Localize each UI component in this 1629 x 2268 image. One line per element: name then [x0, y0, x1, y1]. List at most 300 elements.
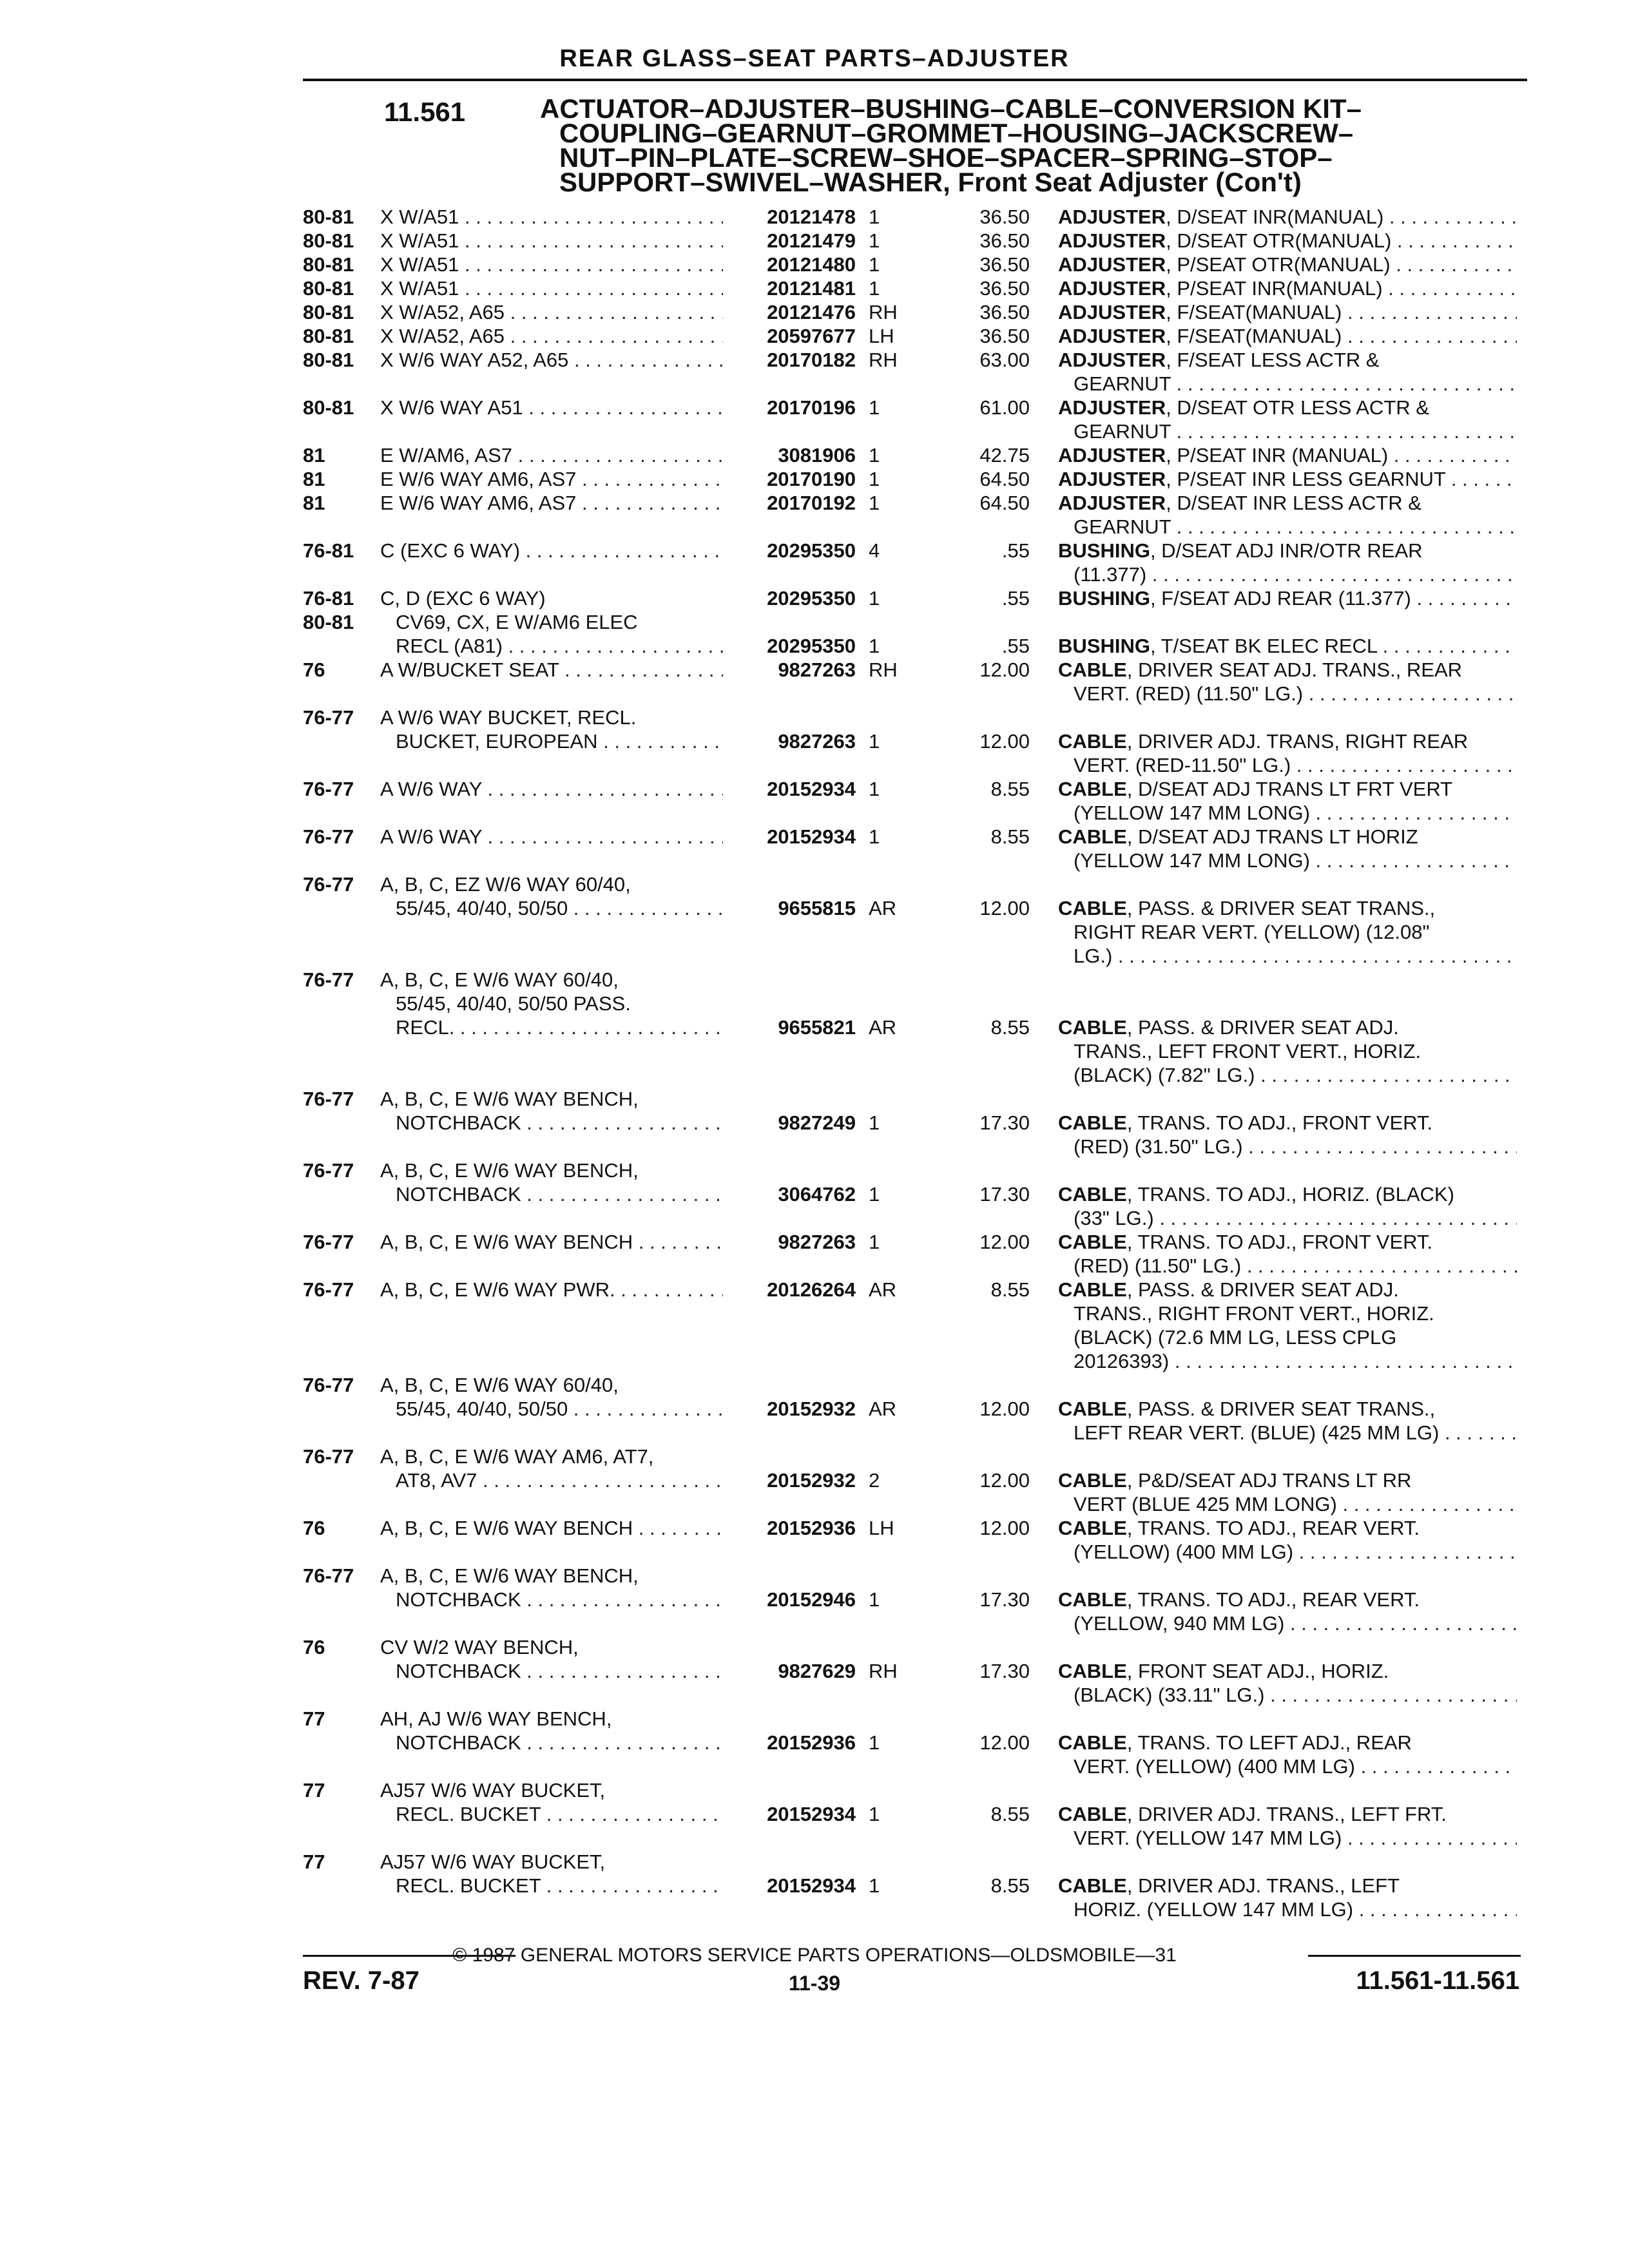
row-part-name-line: (BLACK) (33.11" LG.) . . . [1058, 1683, 1517, 1707]
row-year: 76 [303, 658, 325, 681]
row-part-name-line: TRANS., LEFT FRONT VERT., HORIZ. [1074, 1040, 1422, 1062]
row-part-number: 20152934 [767, 1803, 856, 1825]
row-part-detail: , DRIVER ADJ. TRANS, RIGHT REAR [1126, 730, 1469, 753]
row-part-name [1058, 467, 1517, 491]
row-description-line: X W/A52, A65 . . . [380, 324, 723, 348]
row-part-name [1058, 491, 1517, 539]
row-part-keyword: ADJUSTER [1058, 325, 1166, 347]
row-part-name [1058, 729, 1517, 777]
row-description [380, 1445, 723, 1492]
row-part-detail: , F/SEAT LESS ACTR & [1166, 349, 1380, 371]
section-title [540, 93, 1545, 197]
row-year: 80-81 [303, 325, 354, 347]
row-year: 76 [303, 1636, 325, 1658]
row-part-number: 3064762 [778, 1183, 856, 1206]
row-part-name-line: (YELLOW) (400 MM LG) . . . [1058, 1540, 1517, 1564]
row-part-name-line: VERT. (YELLOW) (400 MM LG) . . . [1058, 1754, 1517, 1778]
row-part-name-line: VERT. (RED) (11.50" LG.) . . . [1058, 682, 1517, 706]
row-description-line: RECL. BUCKET . . . [380, 1802, 723, 1826]
row-part-detail: , PASS. & DRIVER SEAT TRANS., [1126, 897, 1436, 919]
row-description-line: NOTCHBACK . . . [380, 1659, 723, 1683]
row-description-line: E W/AM6, AS7 . . . [380, 443, 723, 467]
row-part-number: 20152936 [767, 1517, 856, 1539]
row-part-name [1058, 1230, 1517, 1278]
row-part-detail: , FRONT SEAT ADJ., HORIZ. [1126, 1660, 1389, 1682]
section-title-line: SUPPORT–SWIVEL–WASHER, Front Seat Adjuster (Con't) [559, 167, 1302, 197]
row-quantity: 4 [869, 539, 880, 562]
row-part-name [1058, 1802, 1517, 1850]
row-price: 64.50 [979, 468, 1030, 490]
row-description-line: RECL. BUCKET . . . [380, 1874, 723, 1898]
row-part-number: 9827263 [778, 1231, 856, 1253]
row-part-keyword: CABLE [1058, 1731, 1127, 1754]
row-description-line: A, B, C, E W/6 WAY BENCH . . . [380, 1230, 723, 1254]
row-part-detail: , D/SEAT OTR LESS ACTR & [1166, 396, 1429, 419]
row-price: 12.00 [979, 730, 1030, 753]
row-description-line: C, D (EXC 6 WAY) [380, 587, 546, 610]
row-part-name-line: (RED) (31.50" LG.) . . . [1058, 1135, 1517, 1158]
row-quantity: LH [869, 325, 894, 347]
row-part-number: 9827629 [778, 1660, 856, 1682]
row-part-detail: , D/SEAT INR LESS ACTR & [1166, 492, 1422, 514]
row-price: .55 [1001, 587, 1030, 610]
row-price: 36.50 [979, 325, 1030, 347]
row-part-keyword: ADJUSTER [1058, 444, 1166, 466]
row-part-keyword: CABLE [1058, 1183, 1127, 1206]
row-year: 76-77 [303, 825, 354, 848]
row-part-name-line [1058, 253, 1517, 276]
row-part-name-line: TRANS., RIGHT FRONT VERT., HORIZ. [1074, 1302, 1434, 1325]
row-part-name-line [1058, 1015, 1517, 1039]
row-quantity: RH [869, 349, 898, 371]
row-part-number: 9827249 [778, 1111, 856, 1134]
section-title-line: ACTUATOR–ADJUSTER–BUSHING–CABLE–CONVERSION KIT– [540, 93, 1362, 124]
row-part-keyword: CABLE [1058, 1231, 1127, 1253]
row-part-name [1058, 777, 1517, 825]
row-description-line: AJ57 W/6 WAY BUCKET, [380, 1850, 606, 1873]
row-description [380, 825, 723, 849]
row-price: 12.00 [979, 1731, 1030, 1754]
row-part-number: 9827263 [778, 730, 856, 753]
row-description-line: A, B, C, E W/6 WAY PWR. . . . [380, 1278, 723, 1302]
row-part-detail: , D/SEAT ADJ TRANS LT FRT VERT [1126, 778, 1453, 800]
row-price: 8.55 [990, 1278, 1030, 1301]
row-part-name-line [1058, 491, 1517, 515]
row-part-keyword: CABLE [1058, 1111, 1127, 1134]
row-description-line: A, B, C, E W/6 WAY BENCH . . . [380, 1516, 723, 1540]
row-part-detail: , PASS. & DRIVER SEAT ADJ. [1126, 1016, 1399, 1039]
row-part-keyword: CABLE [1058, 1469, 1127, 1492]
row-part-number: 20126264 [767, 1278, 856, 1301]
row-description [380, 1230, 723, 1254]
row-part-name [1058, 825, 1517, 872]
row-part-number: 20597677 [767, 325, 856, 347]
row-year: 77 [303, 1779, 325, 1802]
row-description-line: A W/6 WAY BUCKET, RECL. [380, 706, 637, 729]
row-part-name-line: RIGHT REAR VERT. (YELLOW) (12.08" [1074, 921, 1430, 943]
row-description [380, 324, 723, 348]
row-description [380, 1087, 723, 1135]
row-description-line: A, B, C, E W/6 WAY 60/40, [380, 968, 619, 991]
row-description-line: E W/6 WAY AM6, AS7 . . . [380, 491, 723, 515]
row-part-name-line: GEARNUT . . . [1058, 419, 1517, 443]
row-part-detail: , P/SEAT OTR(MANUAL) [1166, 253, 1391, 276]
row-part-number: 20170190 [767, 468, 856, 490]
row-part-keyword: CABLE [1058, 1803, 1127, 1825]
row-description [380, 491, 723, 515]
row-part-number: 9827263 [778, 658, 856, 681]
row-description [380, 396, 723, 419]
row-part-number: 20152934 [767, 778, 856, 800]
row-quantity: 1 [869, 1111, 880, 1134]
row-part-number: 20170196 [767, 396, 856, 419]
row-year: 80-81 [303, 301, 354, 323]
row-part-name-line [1058, 729, 1517, 753]
footer-copyright: © 1987 GENERAL MOTORS SERVICE PARTS OPERATIONS—OLDSMOBILE—31 [452, 1945, 1177, 1966]
row-price: 36.50 [979, 229, 1030, 252]
row-description [380, 968, 723, 1039]
row-price: 12.00 [979, 897, 1030, 919]
row-price: 8.55 [990, 1803, 1030, 1825]
row-part-name-line [1058, 1278, 1517, 1302]
row-part-keyword: CABLE [1058, 1660, 1127, 1682]
row-description [380, 443, 723, 467]
row-quantity: 1 [869, 229, 880, 252]
row-part-detail: , D/SEAT OTR(MANUAL) [1166, 229, 1392, 252]
row-price: 64.50 [979, 492, 1030, 514]
row-part-keyword: CABLE [1058, 658, 1127, 681]
row-part-name [1058, 1588, 1517, 1635]
row-description [380, 777, 723, 801]
row-price: 17.30 [979, 1660, 1030, 1682]
row-year: 81 [303, 444, 325, 466]
row-description [380, 586, 723, 658]
row-year: 76-77 [303, 1159, 354, 1182]
row-description [380, 539, 723, 562]
row-part-name [1058, 539, 1517, 586]
row-part-detail: , TRANS. TO LEFT ADJ., REAR [1126, 1731, 1412, 1754]
row-quantity: 1 [869, 253, 880, 276]
row-description-line: NOTCHBACK . . . [380, 1731, 723, 1754]
row-part-name [1058, 348, 1517, 396]
row-part-name-line [1058, 896, 1517, 920]
row-part-name-line: (YELLOW 147 MM LONG) . . . [1058, 801, 1517, 825]
row-part-keyword: ADJUSTER [1058, 301, 1166, 323]
row-part-name-line: (RED) (11.50" LG.) . . . [1058, 1254, 1517, 1278]
row-year: 76-77 [303, 1088, 354, 1110]
row-quantity: AR [869, 1278, 897, 1301]
row-description-line: X W/A51 . . . [380, 253, 723, 276]
row-part-name-line [1058, 1516, 1517, 1540]
row-description-line: A, B, C, EZ W/6 WAY 60/40, [380, 873, 631, 896]
row-part-name [1058, 1397, 1517, 1445]
row-part-name [1058, 205, 1517, 229]
row-part-detail: , TRANS. TO ADJ., FRONT VERT. [1126, 1111, 1433, 1134]
row-part-number: 9655821 [778, 1016, 856, 1039]
row-part-name-line [1058, 205, 1517, 229]
row-part-name [1058, 634, 1517, 658]
row-part-name [1058, 443, 1517, 467]
row-part-number: 9655815 [778, 897, 856, 919]
row-part-keyword: BUSHING [1058, 587, 1150, 610]
row-part-detail: , PASS. & DRIVER SEAT TRANS., [1126, 1398, 1436, 1420]
row-part-keyword: ADJUSTER [1058, 349, 1166, 371]
row-description-line: A, B, C, E W/6 WAY BENCH, [380, 1088, 639, 1110]
row-part-name [1058, 396, 1517, 443]
row-description [380, 872, 723, 920]
row-description [380, 1635, 723, 1683]
header-rule [303, 79, 1527, 81]
row-part-name [1058, 658, 1517, 706]
row-part-number: 20152932 [767, 1398, 856, 1420]
row-part-number: 20152936 [767, 1731, 856, 1754]
row-part-detail: , D/SEAT ADJ TRANS LT HORIZ [1126, 825, 1418, 848]
row-price: 12.00 [979, 1231, 1030, 1253]
row-quantity: 1 [869, 1874, 880, 1897]
row-part-name-line: (BLACK) (72.6 MM LG, LESS CPLG [1074, 1326, 1397, 1349]
row-part-name-line [1058, 1731, 1517, 1754]
row-part-name [1058, 1731, 1517, 1778]
row-part-name-line [1058, 825, 1517, 849]
row-part-name-line: (BLACK) (7.82" LG.) . . . [1058, 1063, 1517, 1087]
row-part-number: 20295350 [767, 539, 856, 562]
row-part-keyword: BUSHING [1058, 539, 1150, 562]
row-part-keyword: CABLE [1058, 1874, 1127, 1897]
row-description [380, 348, 723, 372]
row-description-line: A W/6 WAY . . . [380, 825, 723, 849]
row-part-name-line: GEARNUT . . . [1058, 372, 1517, 396]
row-price: 61.00 [979, 396, 1030, 419]
row-quantity: LH [869, 1517, 894, 1539]
row-part-keyword: ADJUSTER [1058, 396, 1166, 419]
row-part-name-line [1058, 1802, 1517, 1826]
row-description-line: A, B, C, E W/6 WAY 60/40, [380, 1374, 619, 1396]
row-price: 12.00 [979, 1517, 1030, 1539]
row-quantity: AR [869, 1398, 897, 1420]
row-description [380, 1850, 723, 1898]
row-description [380, 1707, 723, 1754]
row-quantity: 1 [869, 730, 880, 753]
row-description-line: 55/45, 40/40, 50/50 . . . [380, 896, 723, 920]
row-part-detail: , TRANS. TO ADJ., HORIZ. (BLACK) [1126, 1183, 1454, 1206]
row-price: 36.50 [979, 301, 1030, 323]
row-part-detail: , F/SEAT ADJ REAR (11.377) [1150, 587, 1411, 610]
row-part-number: 20170182 [767, 349, 856, 371]
row-part-keyword: CABLE [1058, 730, 1127, 753]
row-year: 76-77 [303, 1231, 354, 1253]
row-part-number: 20121476 [767, 301, 856, 323]
row-year: 76-81 [303, 587, 354, 610]
footer-revision: REV. 7-87 [303, 1966, 419, 1995]
footer-rule-right [1308, 1955, 1521, 1957]
row-part-name-line [1058, 443, 1517, 467]
row-description-line: 55/45, 40/40, 50/50 PASS. [396, 992, 631, 1015]
row-part-name [1058, 586, 1517, 610]
row-quantity: 1 [869, 1183, 880, 1206]
row-part-detail: , DRIVER ADJ. TRANS., LEFT [1126, 1874, 1400, 1897]
row-part-detail: , DRIVER ADJ. TRANS., LEFT FRT. [1126, 1803, 1447, 1825]
row-part-name-line [1058, 1111, 1517, 1135]
row-year: 81 [303, 492, 325, 514]
row-description-line: A W/BUCKET SEAT . . . [380, 658, 723, 682]
row-part-keyword: ADJUSTER [1058, 206, 1166, 228]
row-price: 63.00 [979, 349, 1030, 371]
row-description-line: E W/6 WAY AM6, AS7 . . . [380, 467, 723, 491]
row-description-line: X W/A51 . . . [380, 205, 723, 229]
row-description [380, 1564, 723, 1611]
row-part-name-line [1058, 539, 1517, 562]
row-part-keyword: CABLE [1058, 778, 1127, 800]
row-quantity: AR [869, 1016, 897, 1039]
row-quantity: 1 [869, 587, 880, 610]
row-year: 76-77 [303, 778, 354, 800]
row-description [380, 300, 723, 324]
row-price: 17.30 [979, 1183, 1030, 1206]
row-part-detail: , P&D/SEAT ADJ TRANS LT RR [1126, 1469, 1412, 1492]
section-number: 11.561 [384, 97, 466, 127]
row-part-detail: , TRANS. TO ADJ., REAR VERT. [1126, 1517, 1420, 1539]
row-part-name-line [1058, 777, 1517, 801]
footer-section-range: 11.561-11.561 [1356, 1966, 1519, 1995]
row-price: 8.55 [990, 1016, 1030, 1039]
row-part-number: 20121478 [767, 206, 856, 228]
row-part-name-line: LEFT REAR VERT. (BLUE) (425 MM LG) . . . [1058, 1421, 1517, 1445]
row-year: 80-81 [303, 349, 354, 371]
row-quantity: 1 [869, 206, 880, 228]
row-part-name-line [1058, 348, 1517, 372]
row-description [380, 229, 723, 253]
row-part-keyword: BUSHING [1058, 635, 1150, 657]
row-part-number: 20170192 [767, 492, 856, 514]
row-year: 76-77 [303, 1374, 354, 1396]
row-part-name [1058, 1278, 1517, 1373]
row-part-keyword: CABLE [1058, 825, 1127, 848]
row-description-line: CV W/2 WAY BENCH, [380, 1636, 579, 1658]
row-price: 17.30 [979, 1111, 1030, 1134]
row-part-name-line [1058, 634, 1517, 658]
row-part-name-line [1058, 658, 1517, 682]
row-quantity: RH [869, 1660, 898, 1682]
row-part-name [1058, 1111, 1517, 1158]
row-quantity: 1 [869, 396, 880, 419]
row-part-detail: , TRANS. TO ADJ., FRONT VERT. [1126, 1231, 1433, 1253]
row-quantity: 1 [869, 1803, 880, 1825]
row-quantity: 2 [869, 1469, 880, 1492]
row-quantity: 1 [869, 444, 880, 466]
row-part-name-line [1058, 1588, 1517, 1611]
row-part-name-line: VERT. (YELLOW 147 MM LG) . . . [1058, 1826, 1517, 1850]
row-description-line: A, B, C, E W/6 WAY AM6, AT7, [380, 1445, 654, 1468]
row-description [380, 658, 723, 682]
row-part-name-line: (YELLOW 147 MM LONG) . . . [1058, 849, 1517, 872]
row-price: 36.50 [979, 253, 1030, 276]
row-price: 8.55 [990, 1874, 1030, 1897]
row-description-line: X W/6 WAY A51 . . . [380, 396, 723, 419]
row-description-line: C (EXC 6 WAY) . . . [380, 539, 723, 562]
row-description-line: A, B, C, E W/6 WAY BENCH, [380, 1159, 639, 1182]
row-part-name-line [1058, 1659, 1517, 1683]
row-quantity: AR [869, 897, 897, 919]
row-price: 12.00 [979, 1398, 1030, 1420]
row-year: 80-81 [303, 277, 354, 300]
row-part-keyword: CABLE [1058, 1588, 1127, 1611]
row-year: 80-81 [303, 253, 354, 276]
row-quantity: 1 [869, 635, 880, 657]
row-part-detail: , PASS. & DRIVER SEAT ADJ. [1126, 1278, 1399, 1301]
row-description [380, 1158, 723, 1206]
row-year: 76-81 [303, 539, 354, 562]
row-part-name-line: (YELLOW, 940 MM LG) . . . [1058, 1611, 1517, 1635]
row-part-name-line [1058, 1397, 1517, 1421]
row-year: 80-81 [303, 206, 354, 228]
row-description-line: CV69, CX, E W/AM6 ELEC [396, 611, 638, 633]
row-description [380, 253, 723, 276]
row-part-name-line [1058, 1182, 1517, 1206]
row-description-line: AH, AJ W/6 WAY BENCH, [380, 1707, 612, 1730]
row-part-name-line: (33" LG.) . . . [1058, 1206, 1517, 1230]
row-part-keyword: CABLE [1058, 897, 1127, 919]
row-part-number: 20152934 [767, 1874, 856, 1897]
row-year: 77 [303, 1707, 325, 1730]
row-part-name [1058, 1015, 1517, 1087]
row-part-number: 20152932 [767, 1469, 856, 1492]
row-price: .55 [1001, 635, 1030, 657]
row-part-number: 20295350 [767, 635, 856, 657]
row-part-detail: , DRIVER SEAT ADJ. TRANS., REAR [1126, 658, 1463, 681]
page-header-title: REAR GLASS–SEAT PARTS–ADJUSTER [559, 45, 1070, 72]
row-part-name-line: HORIZ. (YELLOW 147 MM LG) . . . [1058, 1898, 1517, 1921]
row-description [380, 467, 723, 491]
row-part-keyword: ADJUSTER [1058, 229, 1166, 252]
row-part-name-line [1058, 586, 1517, 610]
row-description-line: RECL. . . . [380, 1015, 723, 1039]
row-part-name-line: VERT. (RED-11.50" LG.) . . . [1058, 753, 1517, 777]
row-part-keyword: ADJUSTER [1058, 277, 1166, 300]
row-part-detail: , T/SEAT BK ELEC RECL [1150, 635, 1377, 657]
row-part-name-line: VERT (BLUE 425 MM LONG) . . . [1058, 1492, 1517, 1516]
row-description-line: NOTCHBACK . . . [380, 1111, 723, 1135]
row-quantity: 1 [869, 277, 880, 300]
row-year: 76-77 [303, 1564, 354, 1587]
row-quantity: 1 [869, 1588, 880, 1611]
row-year: 76-77 [303, 1445, 354, 1468]
row-part-number: 20121479 [767, 229, 856, 252]
row-part-name [1058, 1468, 1517, 1516]
row-price: 12.00 [979, 658, 1030, 681]
row-description-line: A W/6 WAY . . . [380, 777, 723, 801]
row-part-detail: , F/SEAT(MANUAL) [1166, 325, 1342, 347]
row-part-name [1058, 253, 1517, 276]
row-part-detail: , D/SEAT INR(MANUAL) [1166, 206, 1384, 228]
row-part-detail: , P/SEAT INR(MANUAL) [1166, 277, 1383, 300]
row-description [380, 1278, 723, 1302]
row-part-detail: , TRANS. TO ADJ., REAR VERT. [1126, 1588, 1420, 1611]
row-description-line: RECL (A81) . . . [380, 634, 723, 658]
row-part-name [1058, 896, 1517, 968]
row-quantity: RH [869, 301, 898, 323]
row-description [380, 1373, 723, 1421]
row-year: 81 [303, 468, 325, 490]
row-description-line: BUCKET, EUROPEAN . . . [380, 729, 723, 753]
row-part-name [1058, 276, 1517, 300]
row-part-number: 20121481 [767, 277, 856, 300]
row-quantity: 1 [869, 778, 880, 800]
row-part-number: 20152946 [767, 1588, 856, 1611]
row-year: 80-81 [303, 396, 354, 419]
row-part-name-line [1058, 396, 1517, 419]
row-price: 36.50 [979, 277, 1030, 300]
row-description-line: NOTCHBACK . . . [380, 1182, 723, 1206]
